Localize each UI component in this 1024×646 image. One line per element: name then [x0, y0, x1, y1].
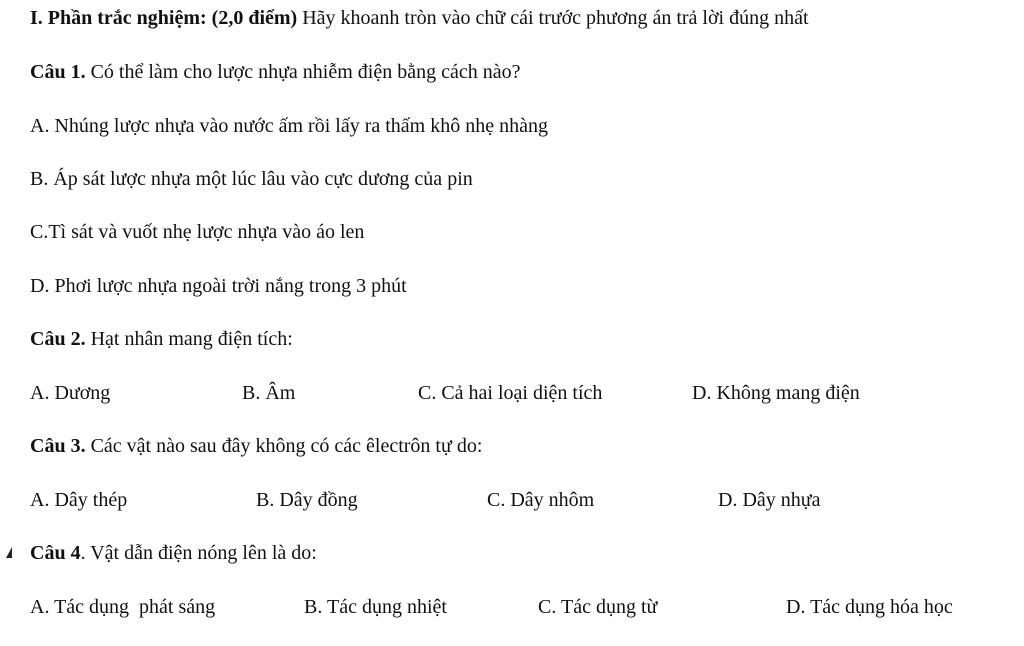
question-4-text: . Vật dẫn điện nóng lên là do: — [80, 542, 317, 564]
question-3-option-d[interactable]: D. Dây nhựa — [718, 489, 821, 511]
question-4-option-d[interactable]: D. Tác dụng hóa học — [786, 596, 953, 618]
question-3-option-b[interactable]: B. Dây đồng — [256, 489, 358, 511]
section-heading-bold: I. Phần trắc nghiệm: (2,0 điểm) — [30, 7, 298, 29]
section-heading — [30, 6, 809, 30]
section-heading-instruction: Hãy khoanh tròn vào chữ cái trước phương án trả lời đúng nhất — [297, 7, 809, 29]
question-2 — [30, 327, 293, 351]
question-4-number: Câu 4 — [30, 542, 81, 564]
question-1-text: Có thể làm cho lược nhựa nhiễm điện bằng cách nào? — [85, 61, 521, 83]
question-2-option-c[interactable]: C. Cả hai loại diện tích — [418, 382, 603, 404]
paragraph-anchor-icon — [6, 547, 12, 558]
question-1-option-b[interactable]: B. Áp sát lược nhựa một lúc lâu vào cực dương của pin — [30, 168, 473, 190]
question-3 — [30, 434, 482, 458]
question-4-option-b[interactable]: B. Tác dụng nhiệt — [304, 596, 447, 618]
question-2-option-d[interactable]: D. Không mang điện — [692, 382, 860, 404]
question-4-option-a[interactable]: A. Tác dụng phát sáng — [30, 596, 216, 618]
question-1 — [30, 60, 520, 84]
question-4 — [30, 541, 317, 565]
question-1-option-c[interactable]: C.Tì sát và vuốt nhẹ lược nhựa vào áo len — [30, 221, 365, 243]
question-1-option-d[interactable]: D. Phơi lược nhựa ngoài trời nắng trong 3 phút — [30, 275, 407, 297]
question-1-number: Câu 1. — [30, 61, 86, 83]
question-2-option-a[interactable]: A. Dương — [30, 382, 111, 404]
question-3-option-a[interactable]: A. Dây thép — [30, 489, 128, 511]
question-3-number: Câu 3. — [30, 435, 86, 457]
question-3-option-c[interactable]: C. Dây nhôm — [487, 489, 595, 511]
question-3-text: Các vật nào sau đây không có các êlectrôn tự do: — [85, 435, 483, 457]
question-2-option-b[interactable]: B. Âm — [242, 382, 296, 404]
question-1-option-a[interactable]: A. Nhúng lược nhựa vào nước ấm rồi lấy ra thấm khô nhẹ nhàng — [30, 115, 548, 137]
question-2-text: Hạt nhân mang điện tích: — [85, 328, 293, 350]
question-4-option-c[interactable]: C. Tác dụng từ — [538, 596, 658, 618]
question-2-number: Câu 2. — [30, 328, 86, 350]
